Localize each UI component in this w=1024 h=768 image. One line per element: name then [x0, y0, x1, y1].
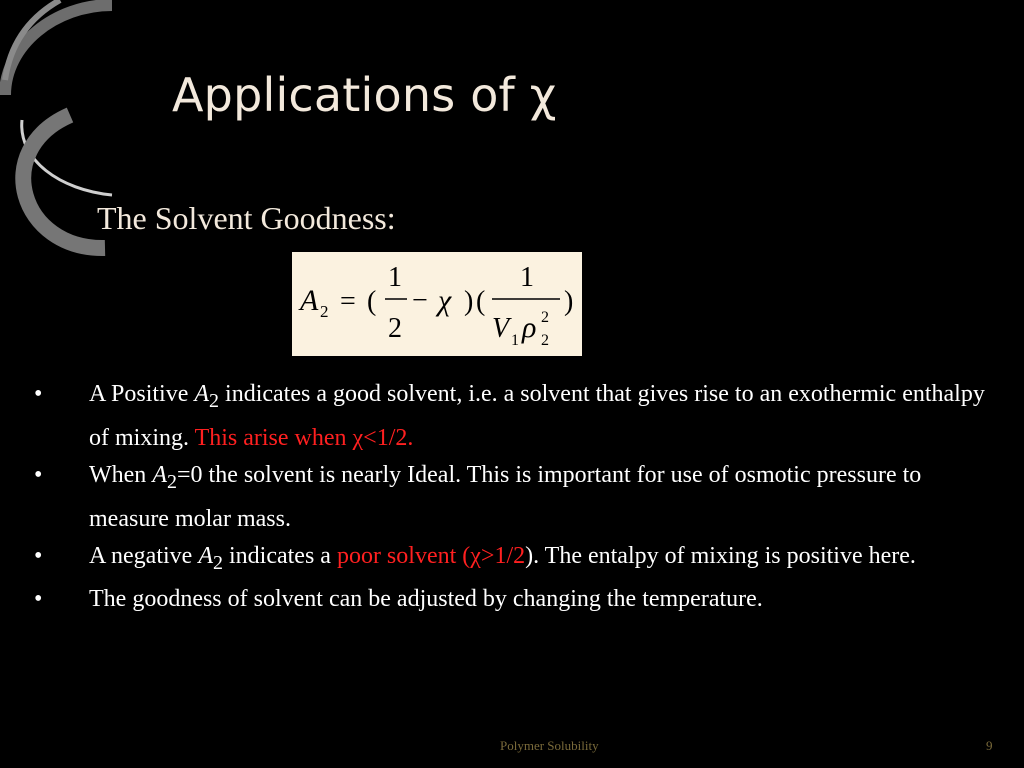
- slide-subtitle: The Solvent Goodness:: [97, 200, 396, 236]
- highlighted-text: This arise when χ<1/2.: [194, 424, 414, 451]
- formula-chi: χ: [438, 284, 452, 317]
- bullet-marker: •: [34, 381, 43, 407]
- bullet-text: =0 the solvent is nearly Ideal. This is important for use of osmotic pressure to measure molar mass.: [89, 461, 922, 532]
- bullet-marker: •: [34, 542, 43, 569]
- formula-close-2: ): [564, 286, 574, 317]
- highlighted-text: poor solvent (χ>1/2: [336, 542, 526, 569]
- a2-subscript: 2: [212, 551, 223, 574]
- bullet-text: When: [89, 461, 153, 488]
- formula-num-2: 1: [520, 262, 534, 293]
- bullet-text: A negative: [89, 542, 199, 569]
- formula-den-v: V: [492, 313, 510, 344]
- formula-den-rho: ρ: [522, 311, 537, 344]
- formula-lhs-sub: 2: [320, 302, 329, 321]
- formula-den-rho-sub: 2: [541, 332, 549, 349]
- bullet-list: [34, 376, 1004, 618]
- bullet-text: indicates a good solvent, i.e. a solvent that gives rise to an exothermic enthalpy of mixing.: [89, 381, 985, 451]
- a2-symbol: A: [198, 542, 213, 569]
- formula-lhs: A: [300, 284, 319, 317]
- slide-title: Applications of χ: [172, 68, 557, 122]
- formula-box: [292, 252, 582, 356]
- formula-open-1: (: [367, 286, 377, 317]
- bullet-marker: •: [34, 461, 43, 488]
- bullet-text: indicates a: [222, 542, 337, 569]
- a2-symbol: A: [152, 461, 167, 488]
- page-number: 9: [986, 738, 993, 753]
- second-virial-coefficient-formula: [292, 252, 582, 356]
- footer-text: Polymer Solubility: [500, 738, 599, 753]
- bullet-item: [34, 457, 1004, 538]
- bullet-item: [34, 581, 1004, 618]
- formula-num-1: 1: [388, 262, 402, 293]
- a2-subscript: 2: [209, 389, 220, 412]
- bullet-text: ). The entalpy of mixing is positive here.: [525, 542, 916, 569]
- bullet-text: A Positive: [89, 381, 195, 407]
- a2-symbol: A: [194, 381, 210, 407]
- formula-minus: −: [412, 285, 428, 316]
- formula-open-2: (: [476, 286, 486, 317]
- bullet-item: [34, 538, 1004, 582]
- bullet-item: [34, 376, 1004, 457]
- formula-close-1: ): [464, 286, 474, 317]
- bullet-marker: •: [34, 586, 43, 613]
- formula-den-1: 2: [388, 313, 402, 344]
- a2-subscript: 2: [166, 470, 177, 493]
- formula-equals: =: [340, 286, 356, 317]
- bullet-text: The goodness of solvent can be adjusted by changing the temperature.: [89, 586, 763, 613]
- formula-den-rho-sup: 2: [541, 309, 549, 326]
- formula-den-v-sub: 1: [511, 332, 519, 349]
